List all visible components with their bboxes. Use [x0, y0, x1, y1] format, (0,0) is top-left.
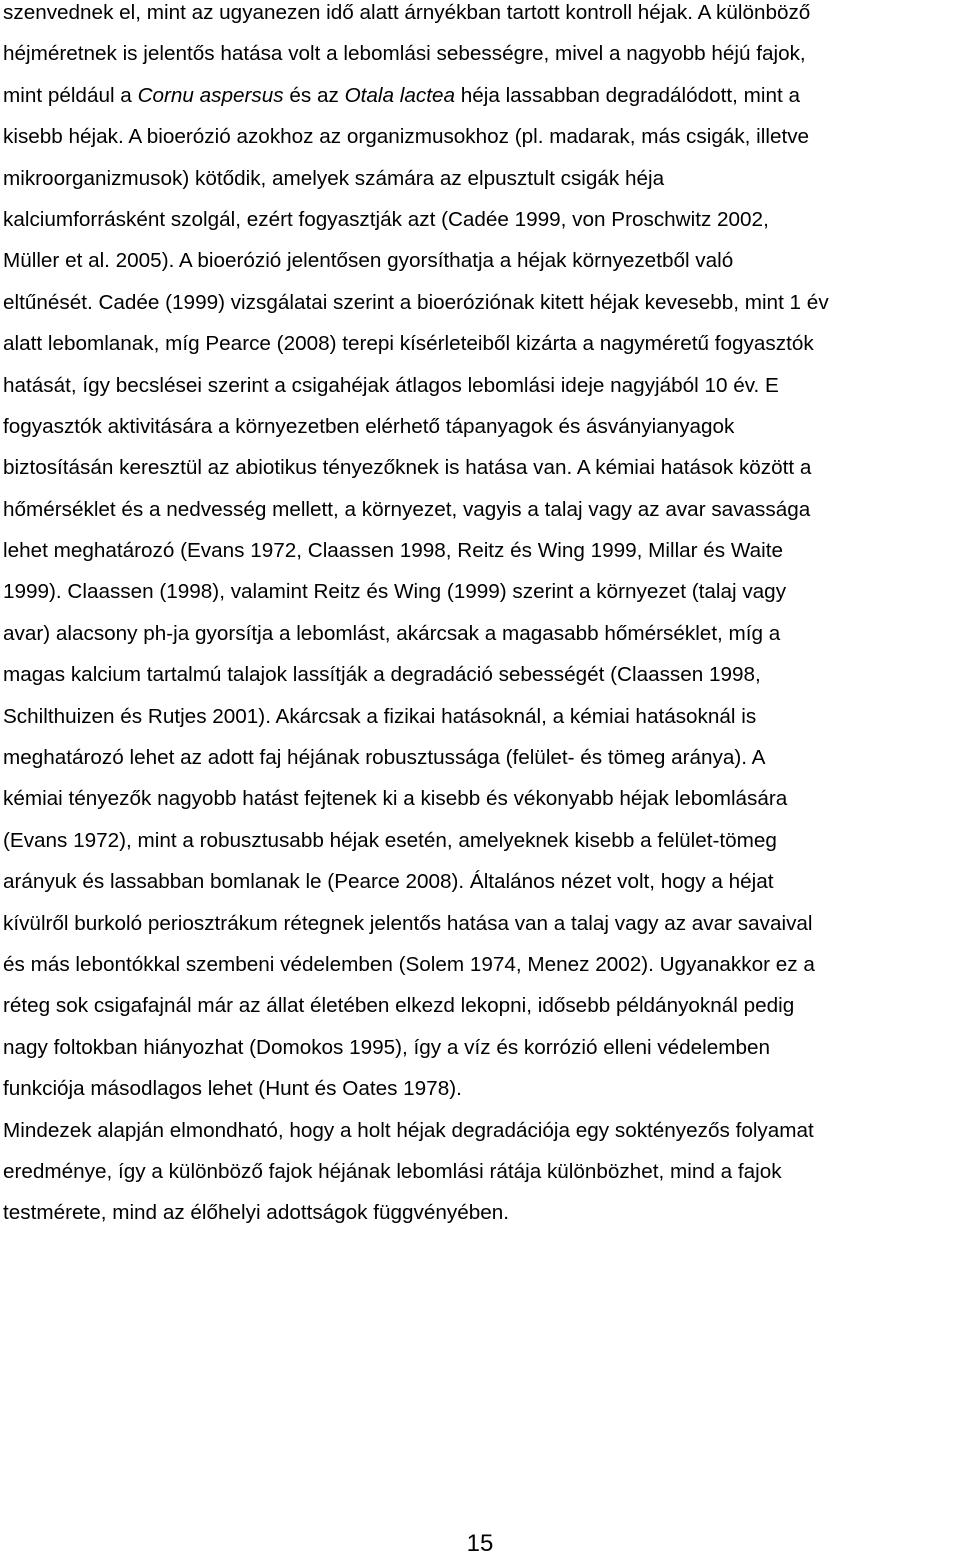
text-line: [3, 33, 960, 74]
text-segment: eredménye, így a különböző fajok héjának lebomlási rátája különbözhet, mind a fajok: [3, 1159, 782, 1183]
text-segment: héja lassabban degradálódott, mint a: [454, 83, 800, 107]
text-line: [3, 116, 960, 157]
text-line: [3, 1110, 960, 1151]
text-line: [3, 1027, 960, 1068]
text-line: [3, 613, 960, 654]
text-segment: eltűnését. Cadée (1999) vizsgálatai szerint a bioeróziónak kitett héjak kevesebb, mint 1 év: [3, 290, 829, 314]
text-segment: kalciumforrásként szolgál, ezért fogyasztják azt (Cadée 1999, von Proschwitz 2002,: [3, 207, 769, 231]
text-segment: alatt lebomlanak, míg Pearce (2008) terepi kísérleteiből kizárta a nagyméretű fogyasztók: [3, 332, 814, 356]
text-segment: Schilthuizen és Rutjes 2001). Akárcsak a fizikai hatásoknál, a kémiai hatásoknál is: [3, 704, 757, 728]
text-segment: mikroorganizmusok) kötődik, amelyek számára az elpusztult csigák héja: [3, 166, 665, 190]
text-line: [3, 282, 960, 323]
text-line: [3, 820, 960, 861]
text-line: [3, 0, 960, 33]
text-segment: biztosításán keresztül az abiotikus tényezőknek is hatása van. A kémiai hatások között a: [3, 456, 812, 480]
text-segment: kívülről burkoló periosztrákum rétegnek jelentős hatása van a talaj vagy az avar savaival: [3, 911, 813, 935]
text-segment: héjméretnek is jelentős hatása volt a lebomlási sebességre, mivel a nagyobb héjú fajok,: [3, 42, 806, 66]
body-text: [3, 0, 960, 1234]
text-segment: meghatározó lehet az adott faj héjának robusztussága (felület- és tömeg aránya). A: [3, 746, 766, 770]
text-segment: fogyasztók aktivitására a környezetben elérhető tápanyagok és ásványianyagok: [3, 414, 735, 438]
text-line: [3, 365, 960, 406]
text-line: [3, 199, 960, 240]
species-name: Cornu aspersus: [137, 83, 284, 107]
text-line: [3, 696, 960, 737]
text-segment: arányuk és lassabban bomlanak le (Pearce 2008). Általános nézet volt, hogy a héjat: [3, 870, 774, 894]
text-segment: magas kalcium tartalmú talajok lassítják a degradáció sebességét (Claassen 1998,: [3, 663, 761, 687]
text-line: [3, 530, 960, 571]
text-line: [3, 778, 960, 819]
text-segment: Mindezek alapján elmondható, hogy a holt héjak degradációja egy soktényezős folyamat: [3, 1118, 814, 1142]
text-line: [3, 737, 960, 778]
text-segment: nagy foltokban hiányozhat (Domokos 1995), így a víz és korrózió elleni védelemben: [3, 1035, 771, 1059]
text-segment: testmérete, mind az élőhelyi adottságok függvényében.: [3, 1201, 510, 1225]
text-line: [3, 944, 960, 985]
text-segment: hőmérséklet és a nedvesség mellett, a környezet, vagyis a talaj vagy az avar savassága: [3, 497, 811, 521]
text-segment: kisebb héjak. A bioerózió azokhoz az organizmusokhoz (pl. madarak, más csigák, illetve: [3, 125, 810, 149]
text-line: [3, 158, 960, 199]
text-segment: kémiai tényezők nagyobb hatást fejtenek ki a kisebb és vékonyabb héjak lebomlására: [3, 787, 788, 811]
text-line: [3, 406, 960, 447]
text-line: [3, 240, 960, 281]
text-line: [3, 654, 960, 695]
page-number: 15: [466, 1530, 494, 1557]
text-line: [3, 447, 960, 488]
text-segment: mint például a: [3, 83, 138, 107]
text-line: [3, 903, 960, 944]
text-line: [3, 1068, 960, 1109]
text-segment: 1999). Claassen (1998), valamint Reitz és Wing (1999) szerint a környezet (talaj vagy: [3, 580, 787, 604]
text-line: [3, 1192, 960, 1233]
text-line: [3, 571, 960, 612]
text-segment: (Evans 1972), mint a robusztusabb héjak esetén, amelyeknek kisebb a felület-tömeg: [3, 828, 777, 852]
text-line: [3, 1151, 960, 1192]
text-segment: funkciója másodlagos lehet (Hunt és Oates 1978).: [3, 1077, 462, 1101]
text-segment: réteg sok csigafajnál már az állat életében elkezd lekopni, idősebb példányoknál pedig: [3, 994, 795, 1018]
text-line: [3, 489, 960, 530]
species-name: Otala lactea: [344, 83, 455, 107]
text-segment: hatását, így becslései szerint a csigahéjak átlagos lebomlási ideje nagyjából 10 év. E: [3, 373, 779, 397]
text-line: [3, 985, 960, 1026]
text-segment: szenvednek el, mint az ugyanezen idő alatt árnyékban tartott kontroll héjak. A különböző: [3, 1, 811, 24]
text-line: [3, 75, 960, 116]
text-segment: avar) alacsony ph-ja gyorsítja a lebomlást, akárcsak a magasabb hőmérséklet, míg a: [3, 621, 781, 645]
text-segment: lehet meghatározó (Evans 1972, Claassen 1998, Reitz és Wing 1999, Millar és Waite: [3, 539, 784, 563]
text-line: [3, 861, 960, 902]
text-segment: Müller et al. 2005). A bioerózió jelentősen gyorsíthatja a héjak környezetből való: [3, 249, 734, 273]
text-line: [3, 323, 960, 364]
text-segment: és más lebontókkal szembeni védelemben (Solem 1974, Menez 2002). Ugyanakkor ez a: [3, 952, 815, 976]
text-segment: és az: [283, 83, 345, 107]
